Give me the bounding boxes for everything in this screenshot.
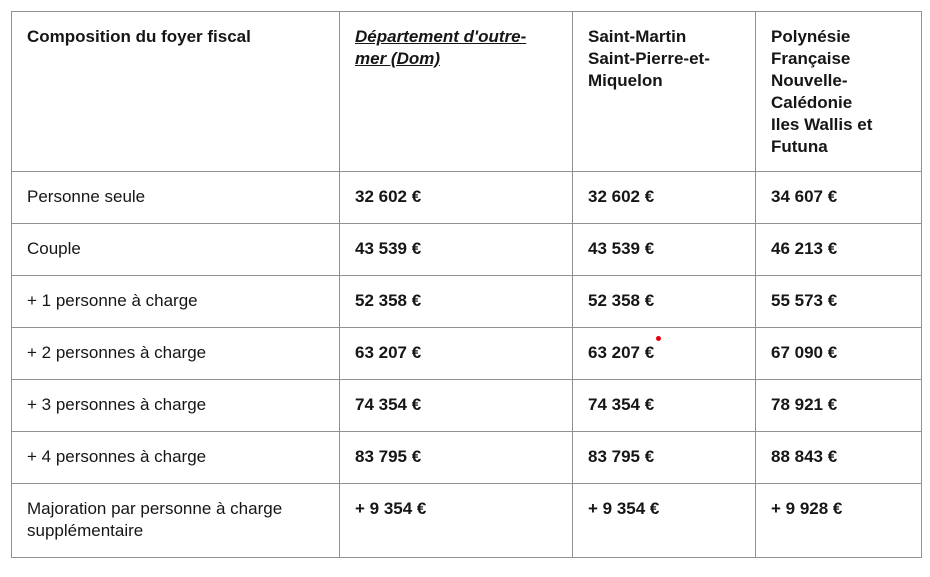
header-line: Calédonie <box>771 93 853 112</box>
cell-dom: 63 207 € <box>340 328 573 380</box>
cell-sm-spm: 63 207 € <box>573 328 756 380</box>
table-row <box>12 224 922 276</box>
row-label <box>12 484 340 558</box>
row-label: + 3 personnes à charge <box>12 380 340 432</box>
dom-link[interactable]: Département d'outre-mer (Dom) <box>355 27 527 68</box>
header-line: Saint-Pierre-et- <box>588 49 710 68</box>
cell-sm-spm: + 9 354 € <box>573 484 756 558</box>
cell-pf-nc-wf: 88 843 € <box>756 432 922 484</box>
header-line: Iles Wallis et <box>771 115 873 134</box>
table-row <box>12 328 922 380</box>
row-label-line: supplémentaire <box>27 521 144 540</box>
row-label: + 4 personnes à charge <box>12 432 340 484</box>
header-dom <box>340 12 573 172</box>
cell-sm-spm: 52 358 € <box>573 276 756 328</box>
row-label: Couple <box>12 224 340 276</box>
header-line: Miquelon <box>588 71 663 90</box>
header-line: Polynésie <box>771 27 851 46</box>
row-label: + 1 personne à charge <box>12 276 340 328</box>
header-line: Nouvelle- <box>771 71 848 90</box>
table-header-row <box>12 12 922 172</box>
header-saint-martin-spm <box>573 12 756 172</box>
cell-dom: 52 358 € <box>340 276 573 328</box>
cell-pf-nc-wf: 67 090 € <box>756 328 922 380</box>
table-row <box>12 432 922 484</box>
table-row <box>12 276 922 328</box>
cell-sm-spm: 32 602 € <box>573 172 756 224</box>
cell-dom: 43 539 € <box>340 224 573 276</box>
cell-dom: 74 354 € <box>340 380 573 432</box>
cell-pf-nc-wf: 34 607 € <box>756 172 922 224</box>
cell-sm-spm: 43 539 € <box>573 224 756 276</box>
header-line: Française <box>771 49 851 68</box>
cell-pf-nc-wf: + 9 928 € <box>756 484 922 558</box>
cell-sm-spm: 74 354 € <box>573 380 756 432</box>
header-line: Saint-Martin <box>588 27 687 46</box>
cell-pf-nc-wf: 55 573 € <box>756 276 922 328</box>
cell-dom: 83 795 € <box>340 432 573 484</box>
row-label: Personne seule <box>12 172 340 224</box>
table-row <box>12 380 922 432</box>
header-line: Futuna <box>771 137 828 156</box>
cell-dom: 32 602 € <box>340 172 573 224</box>
row-label: + 2 personnes à charge <box>12 328 340 380</box>
table-row <box>12 484 922 558</box>
cursor-dot <box>656 336 661 341</box>
cell-sm-spm: 83 795 € <box>573 432 756 484</box>
cell-pf-nc-wf: 46 213 € <box>756 224 922 276</box>
header-composition: Composition du foyer fiscal <box>12 12 340 172</box>
table-row <box>12 172 922 224</box>
row-label-line: Majoration par personne à charge <box>27 499 283 518</box>
income-ceiling-table <box>11 11 922 558</box>
cell-pf-nc-wf: 78 921 € <box>756 380 922 432</box>
header-polynesie-nc-wf <box>756 12 922 172</box>
cell-dom: + 9 354 € <box>340 484 573 558</box>
